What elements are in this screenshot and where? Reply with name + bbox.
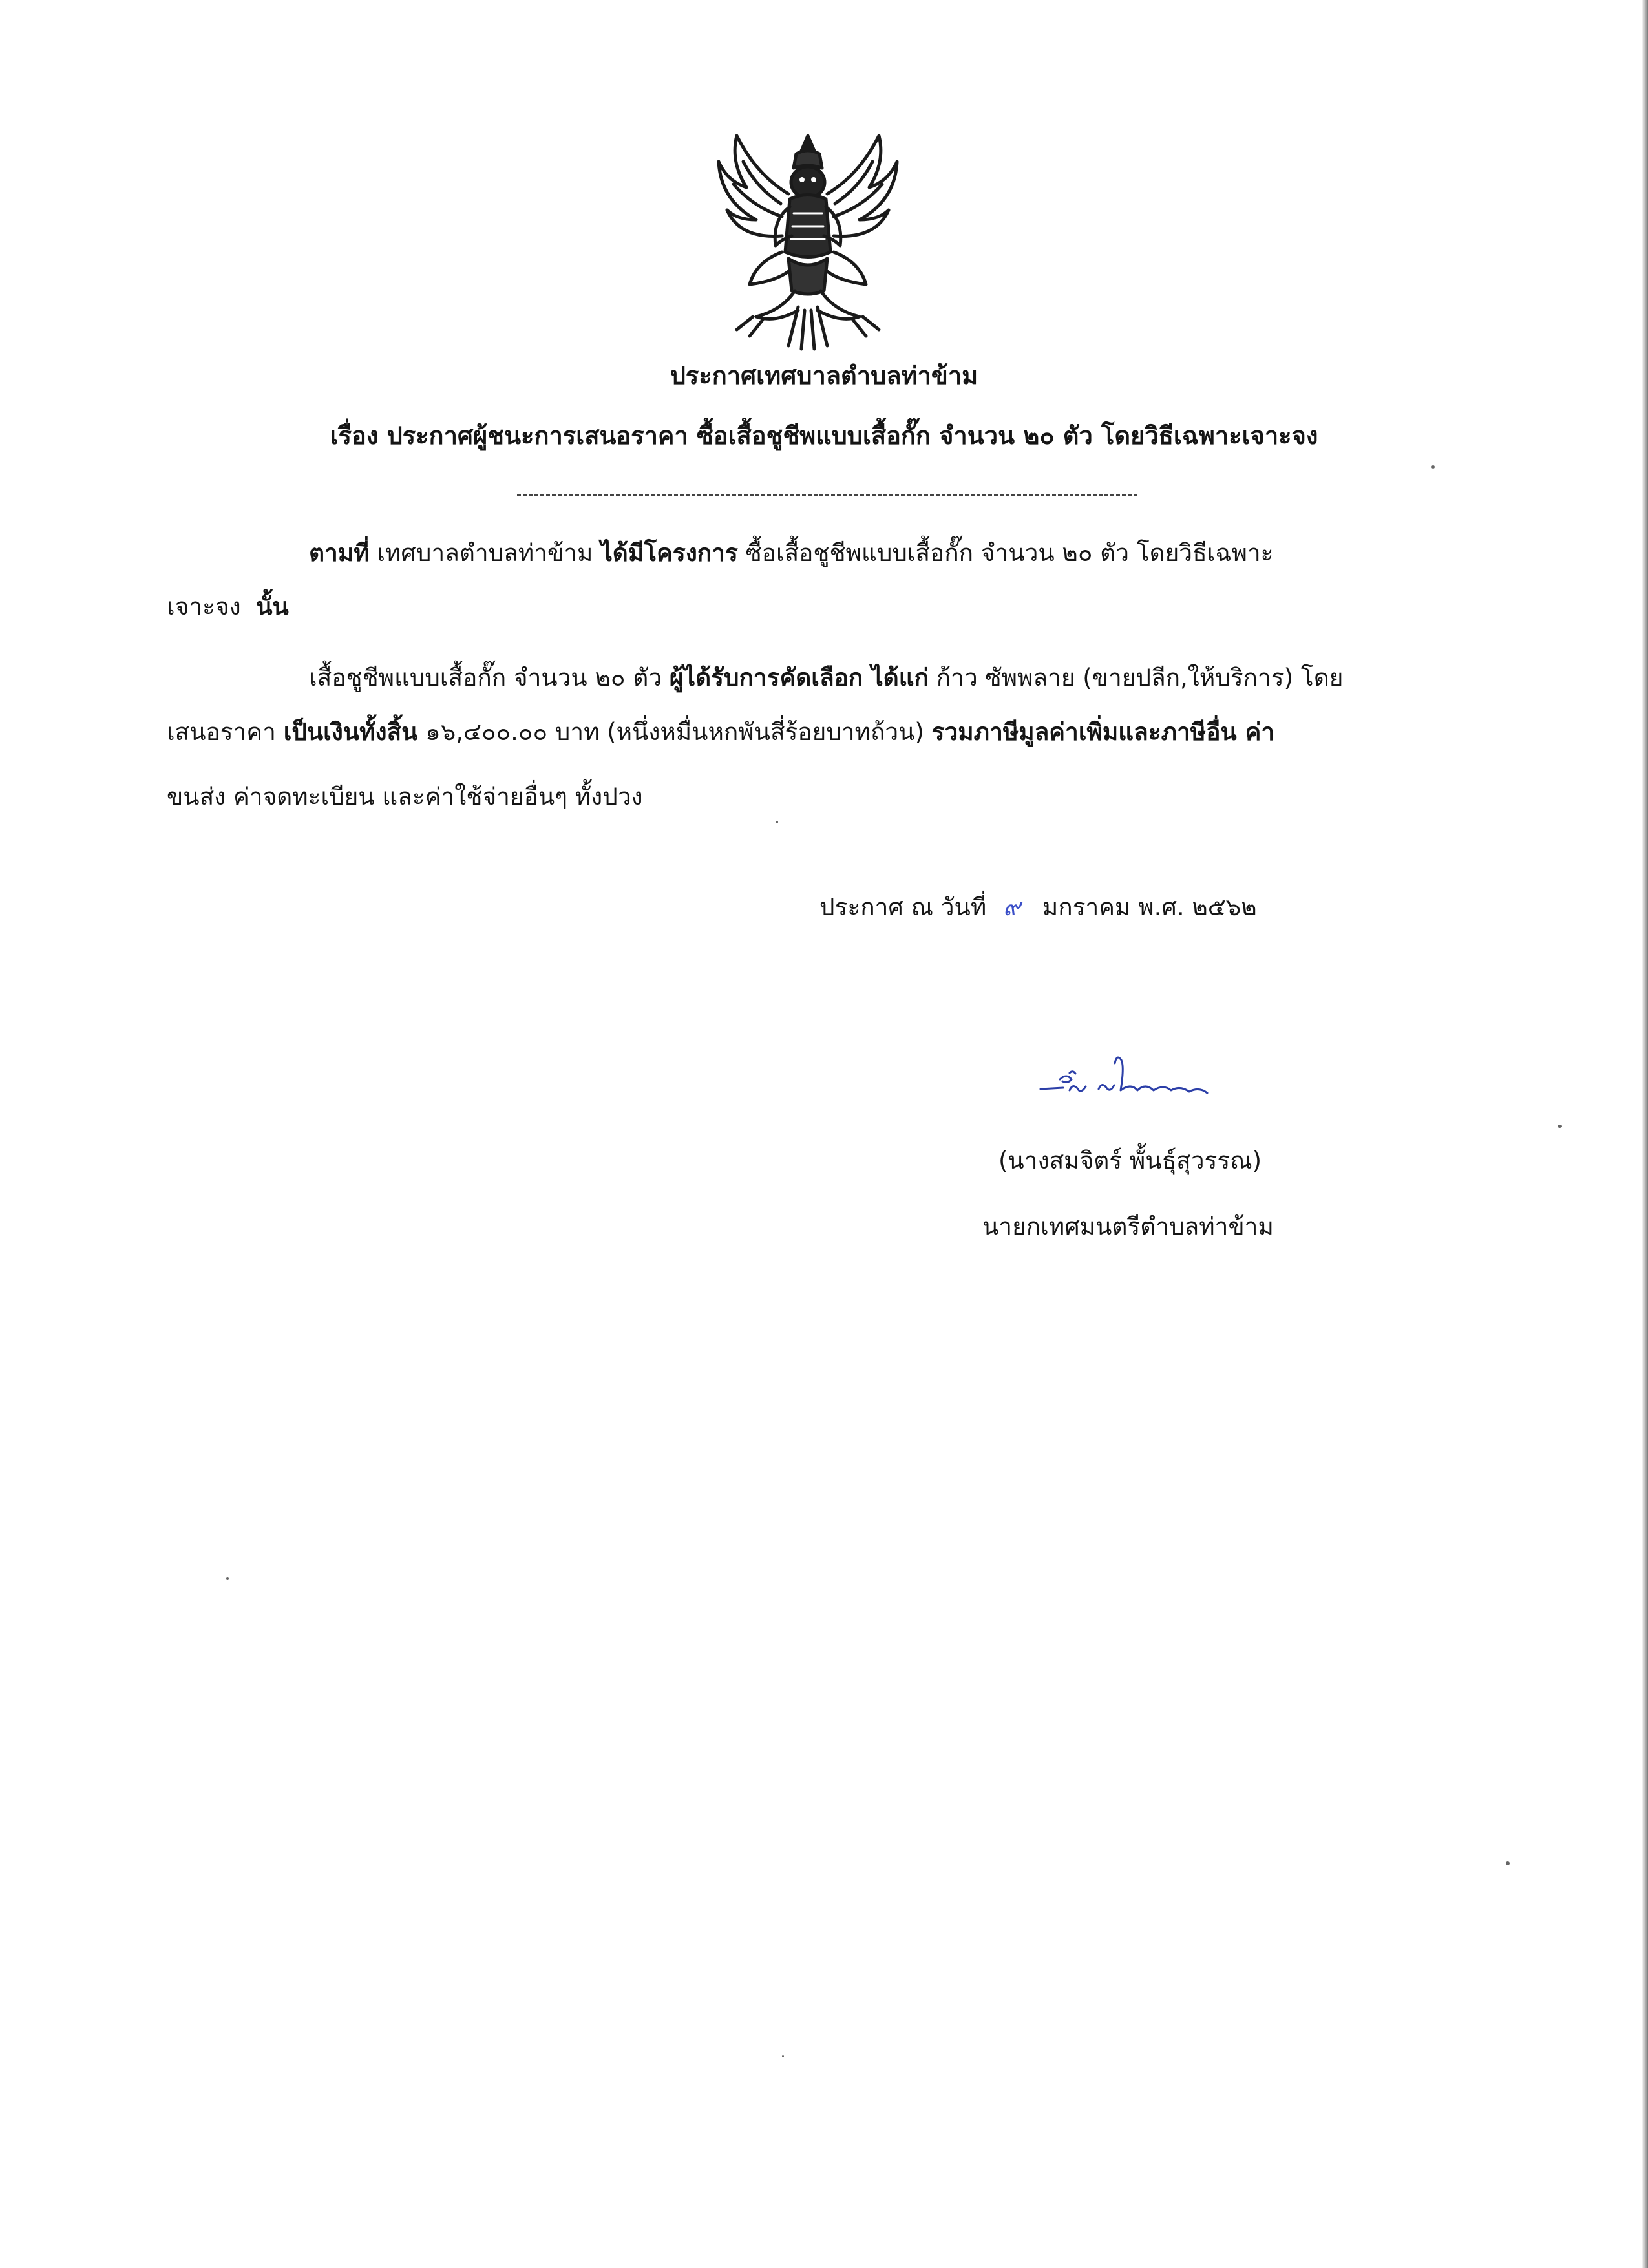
handwritten-signature-icon <box>1034 1044 1228 1121</box>
p1-org: เทศบาลตำบลท่าข้าม <box>377 539 593 567</box>
date-prefix: ประกาศ ณ วันที่ <box>819 893 987 921</box>
p2-line2-b: เป็นเงินทั้งสิ้น <box>283 718 418 746</box>
p2-line2-a: เสนอราคา <box>167 718 276 746</box>
paragraph-1-line-2 <box>167 590 289 624</box>
paragraph-2-line-2 <box>167 715 1274 749</box>
paragraph-2-line-1 <box>309 661 1343 695</box>
paragraph-1-line-1 <box>309 536 1274 570</box>
date-month-year: มกราคม พ.ศ. ๒๕๖๒ <box>1042 893 1257 921</box>
p1-line2: เจาะจง <box>167 593 241 620</box>
scan-speck <box>782 2055 784 2057</box>
p1-mid: ได้มีโครงการ <box>600 539 738 567</box>
scan-speck <box>1431 465 1435 469</box>
p1-rest: ซื้อเสื้อชูชีพแบบเสื้อกั๊ก จำนวน ๒๐ ตัว โดยวิธีเฉพาะ <box>745 539 1274 567</box>
p2-vendor: ก้าว ซัพพลาย (ขายปลีก,ให้บริการ) โดย <box>936 664 1344 692</box>
announcement-date <box>819 891 1257 924</box>
signer-name: (นางสมจิตร์ พั้นธุ์สุวรรณ) <box>998 1147 1262 1174</box>
scan-speck <box>1506 1861 1510 1865</box>
date-day: ๙ <box>1002 893 1021 921</box>
scan-speck <box>226 1577 229 1580</box>
p2-line2-c: รวมภาษีมูลค่าเพิ่มและภาษีอื่น ค่า <box>931 718 1275 746</box>
announcement-subject: เรื่อง ประกาศผู้ชนะการเสนอราคา ซื้อเสื้อชูชีพแบบเสื้อกั๊ก จำนวน ๒๐ ตัว โดยวิธีเฉพาะเจาะจง <box>330 421 1318 450</box>
announcement-issuer: ประกาศเทศบาลตำบลท่าข้าม <box>670 361 978 390</box>
scan-speck <box>776 821 778 823</box>
p2-selected-label: ผู้ได้รับการคัดเลือก ได้แก่ <box>669 664 929 692</box>
paragraph-2-line-3: ขนส่ง ค่าจดทะเบียน และค่าใช้จ่ายอื่นๆ ทั้งปวง <box>167 783 643 811</box>
scan-edge-shadow <box>1642 0 1648 2268</box>
header-divider <box>517 494 1137 496</box>
p1-lead: ตามที่ <box>309 539 370 567</box>
scan-speck <box>1558 1125 1562 1128</box>
p2-amount: ๑๖,๔๐๐.๐๐ บาท (หนึ่งหมื่นหกพันสี่ร้อยบาทถ้วน) <box>425 718 924 746</box>
p2-item: เสื้อชูชีพแบบเสื้อกั๊ก จำนวน ๒๐ ตัว <box>309 664 662 692</box>
p1-end: นั้น <box>256 593 289 620</box>
garuda-emblem-icon <box>711 123 905 355</box>
signer-position: นายกเทศมนตรีตำบลท่าข้าม <box>982 1213 1274 1240</box>
